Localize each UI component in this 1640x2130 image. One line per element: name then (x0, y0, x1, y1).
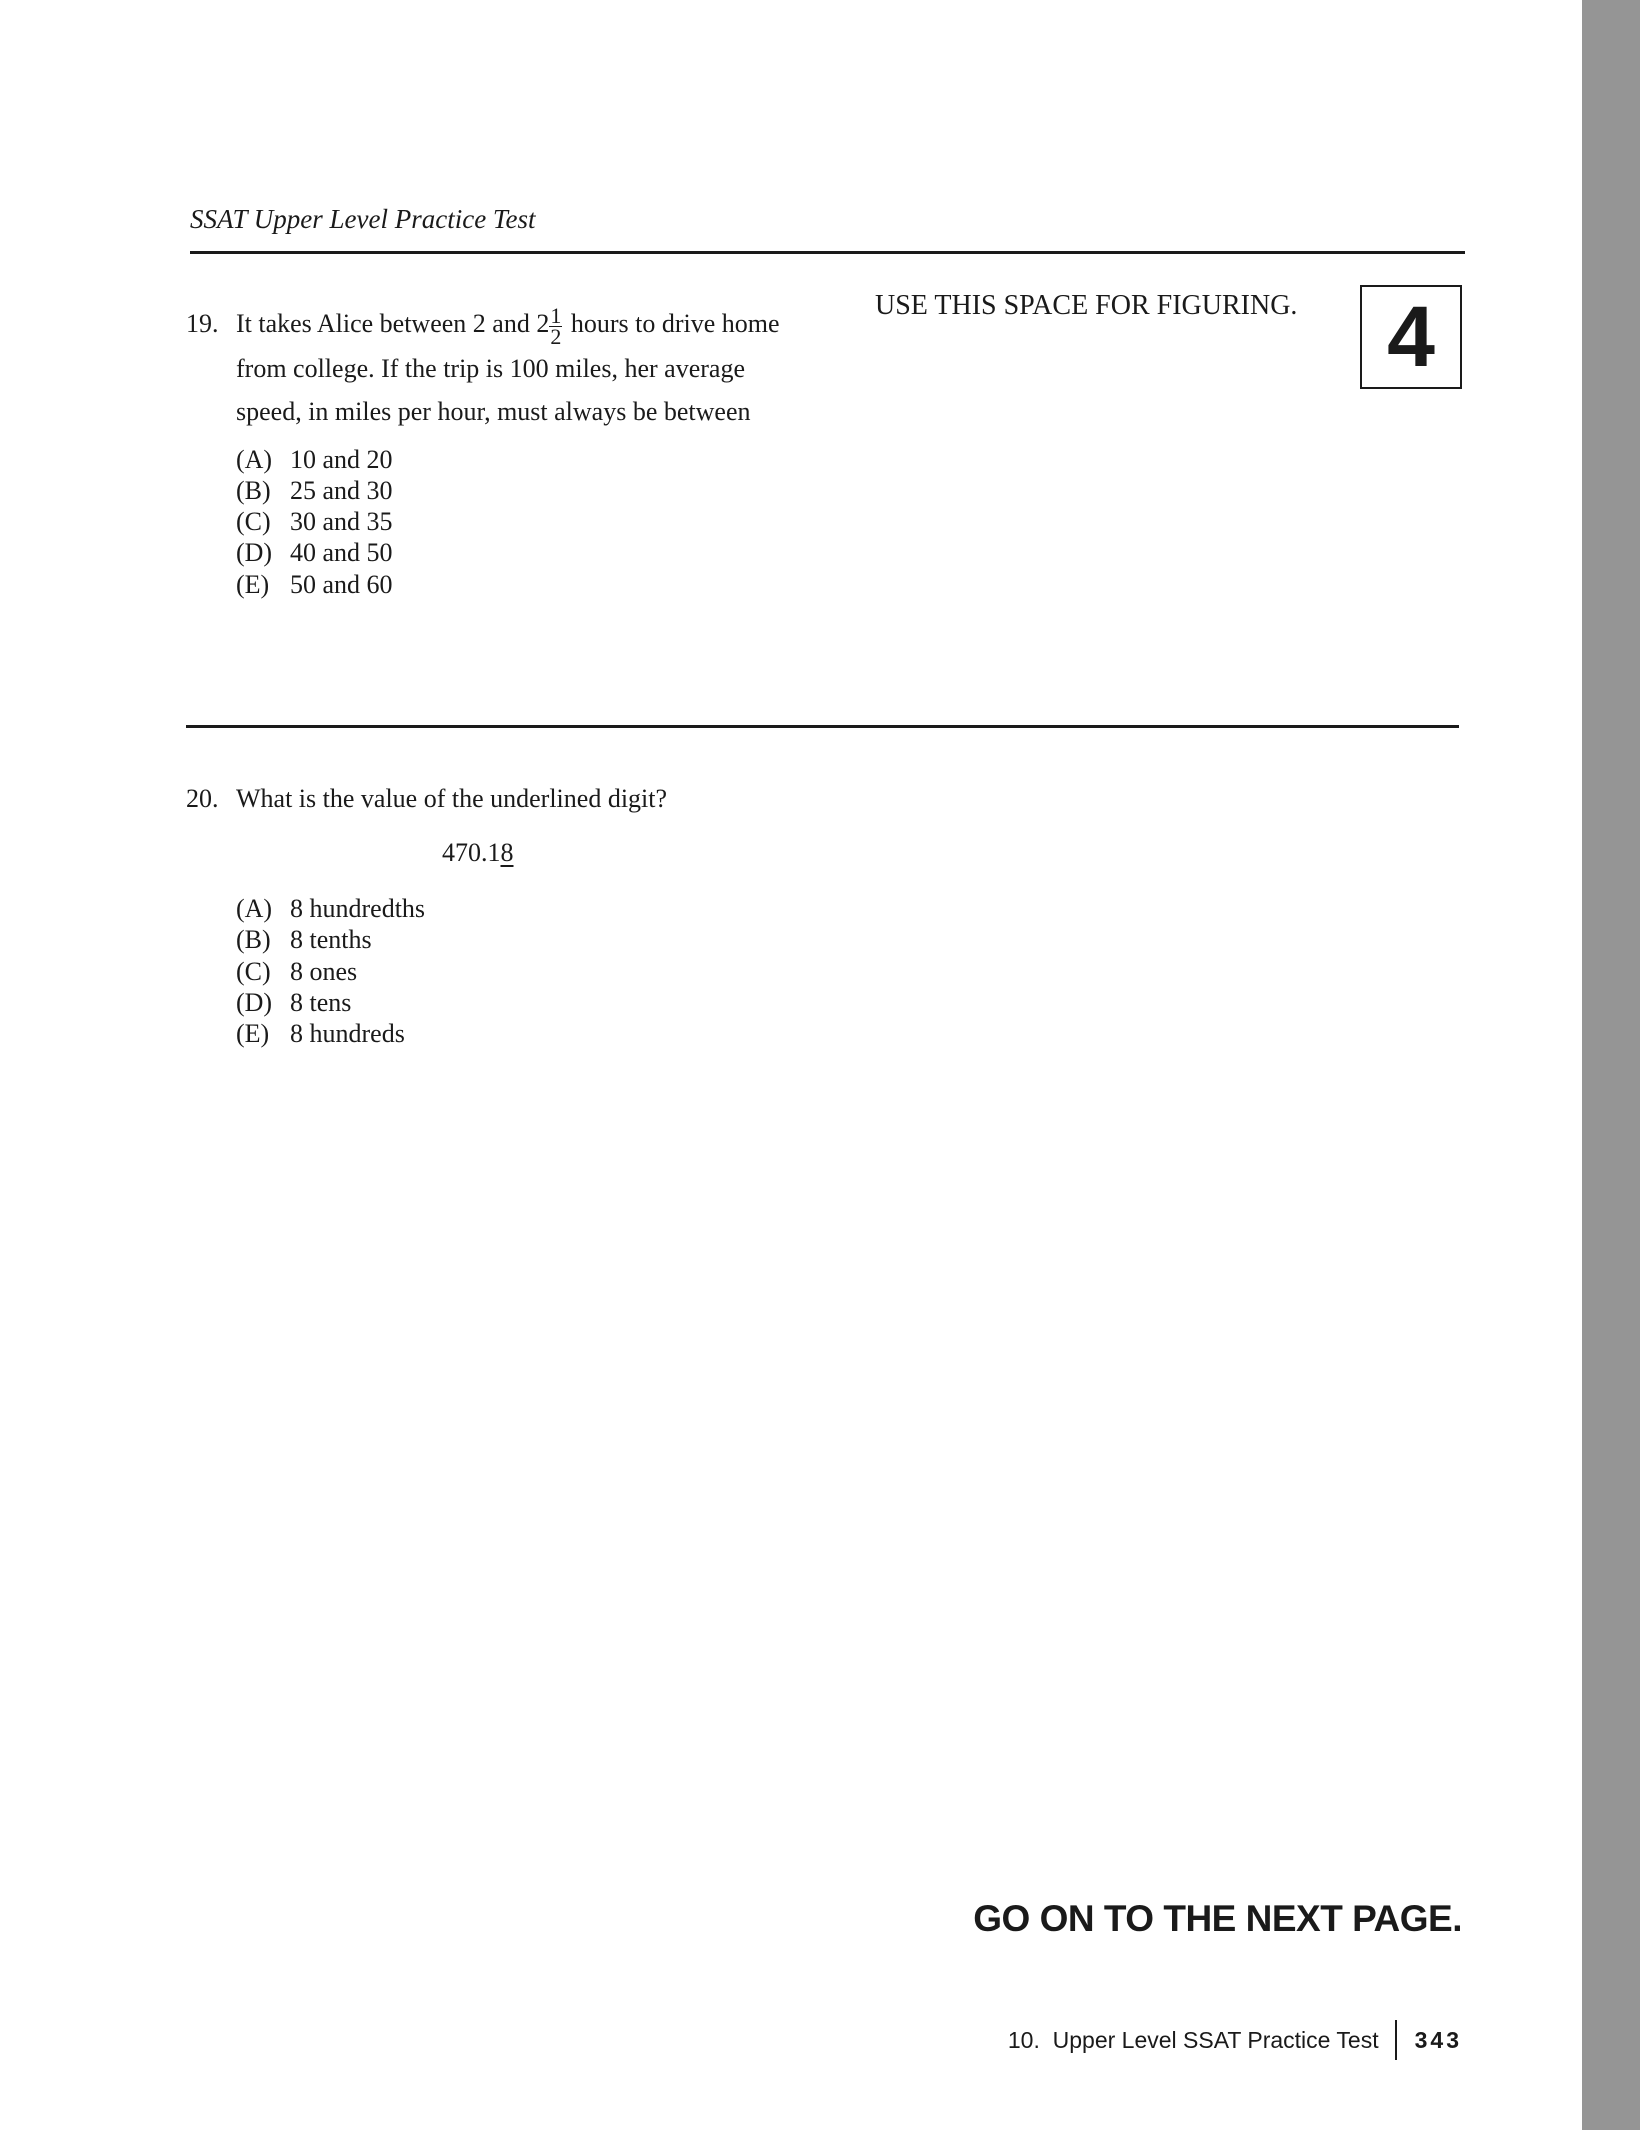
answer-option[interactable] (236, 924, 425, 955)
footer-divider (1395, 2020, 1397, 2060)
option-letter: (A) (236, 894, 273, 923)
page-edge-tab (1582, 0, 1640, 2130)
option-letter: (E) (236, 569, 270, 599)
answer-options (236, 893, 425, 1049)
answer-option[interactable] (236, 1018, 425, 1049)
option-letter: (D) (236, 987, 273, 1017)
page-footer (1008, 2020, 1462, 2060)
option-text: 8 tenths (290, 925, 372, 955)
section-number-box: 4 (1360, 285, 1462, 389)
question-text-part: It takes Alice between 2 and 2 (236, 309, 550, 338)
option-text: 50 and 60 (290, 569, 393, 599)
option-letter: (D) (236, 538, 273, 568)
page-number: 343 (1414, 2026, 1462, 2053)
answer-option[interactable] (236, 475, 796, 506)
option-text: 8 tens (290, 987, 352, 1017)
question-text (236, 302, 796, 434)
answer-option[interactable] (236, 956, 425, 987)
option-letter: (C) (236, 956, 271, 986)
question-divider (186, 725, 1459, 728)
question-number: 19. (186, 309, 219, 338)
question-20 (186, 777, 796, 821)
number-shown (442, 838, 514, 868)
option-text: 8 hundredths (290, 894, 426, 923)
fraction-denominator: 2 (550, 323, 562, 349)
answer-option[interactable] (236, 893, 425, 924)
question-text-part: hours to drive home from college. If the trip is 100 miles, her average speed, in miles per hour, must always be between (236, 309, 780, 427)
answer-options (236, 444, 796, 600)
answer-option[interactable] (236, 987, 425, 1018)
question-number: 20. (186, 784, 219, 813)
footer-chapter: 10. Upper Level SSAT Practice Test (1007, 2026, 1379, 2053)
number-prefix: 470.1 (442, 838, 501, 867)
option-text: 8 hundreds (290, 1019, 405, 1049)
option-letter: (A) (236, 444, 273, 474)
figuring-note: USE THIS SPACE FOR FIGURING. (875, 290, 1298, 321)
option-text: 40 and 50 (290, 538, 393, 568)
option-letter: (B) (236, 475, 271, 505)
answer-option[interactable] (236, 569, 796, 600)
question-text: What is the value of the underlined digit? (236, 784, 668, 813)
answer-option[interactable] (236, 506, 796, 537)
underlined-digit: 8 (500, 838, 514, 867)
option-text: 8 ones (290, 956, 358, 986)
option-text: 10 and 20 (290, 444, 393, 474)
option-letter: (E) (236, 1019, 270, 1049)
option-letter: (B) (236, 925, 271, 955)
header-rule (190, 251, 1465, 254)
running-header: SSAT Upper Level Practice Test (190, 204, 536, 234)
option-letter: (C) (236, 507, 271, 537)
fraction-numerator: 1 (550, 302, 562, 328)
answer-option[interactable] (236, 444, 796, 475)
option-text: 25 and 30 (290, 475, 393, 505)
answer-option[interactable] (236, 537, 796, 568)
question-19 (186, 302, 796, 600)
option-text: 30 and 35 (290, 507, 393, 537)
fraction (549, 302, 562, 349)
go-on-notice: GO ON TO THE NEXT PAGE. (973, 1898, 1462, 1939)
